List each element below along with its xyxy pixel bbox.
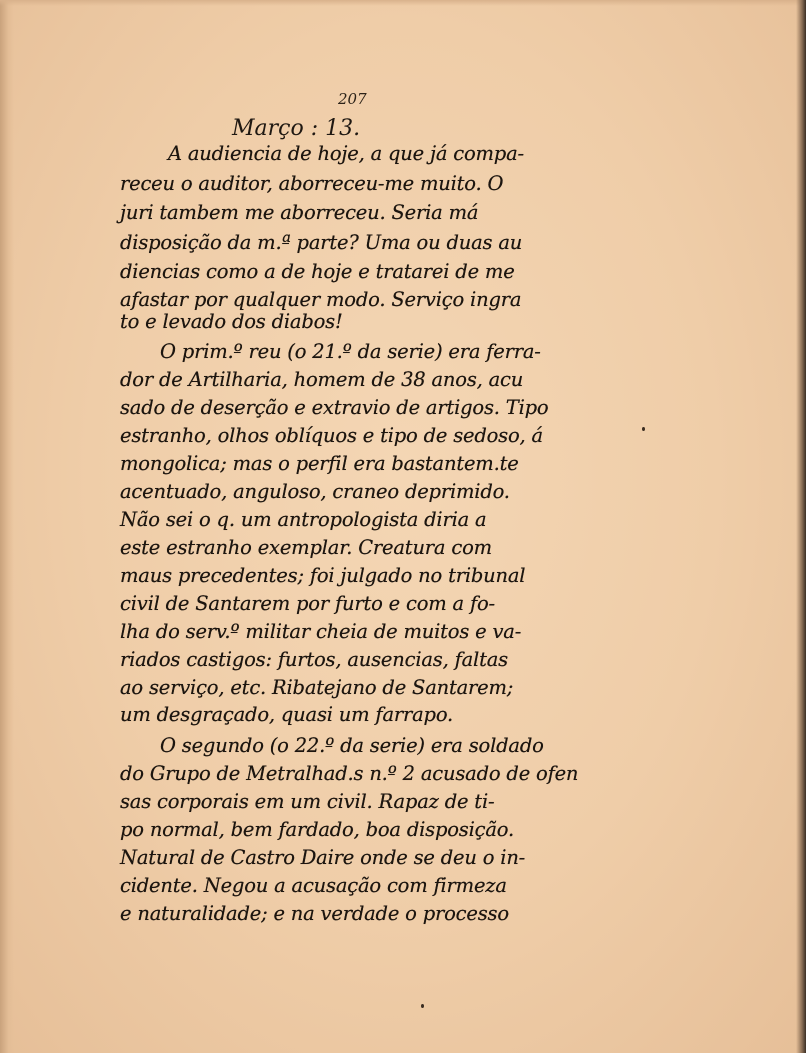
text-line: estranho, olhos oblíquos e tipo de sedoso, á	[120, 424, 543, 447]
text-line: sado de deserção e extravio de artigos. Tipo	[120, 396, 549, 419]
text-line: este estranho exemplar. Creatura com	[120, 536, 492, 559]
page-left-edge	[0, 0, 14, 1053]
text-line: to e levado dos diabos!	[120, 310, 343, 333]
text-line: e naturalidade; e na verdade o processo	[120, 902, 509, 925]
text-line: afastar por qualquer modo. Serviço ingra	[120, 288, 522, 311]
text-line: po normal, bem fardado, boa disposição.	[120, 818, 514, 841]
text-line: dor de Artilharia, homem de 38 anos, acu	[120, 368, 524, 391]
text-line: ao serviço, etc. Ribatejano de Santarem;	[120, 676, 514, 699]
text-line: juri tambem me aborreceu. Seria má	[120, 201, 479, 224]
ink-speck	[421, 1004, 424, 1008]
text-line: sas corporais em um civil. Rapaz de ti-	[120, 790, 495, 813]
text-line: cidente. Negou a acusação com firmeza	[120, 874, 507, 897]
text-line: maus precedentes; foi julgado no tribunal	[120, 564, 526, 587]
entry-date: Março : 13.	[232, 116, 361, 141]
page-number: 207	[338, 90, 367, 108]
text-line: lha do serv.º militar cheia de muitos e va-	[120, 620, 522, 643]
page-top-edge	[0, 0, 806, 6]
text-line: receu o auditor, aborreceu-me muito. O	[120, 172, 504, 195]
text-line: Natural de Castro Daire onde se deu o in-	[120, 846, 526, 869]
text-line: do Grupo de Metralhad.s n.º 2 acusado de ofen	[120, 762, 579, 785]
text-line: disposição da m.ª parte? Uma ou duas au	[120, 231, 523, 254]
text-line: acentuado, anguloso, craneo deprimido.	[120, 480, 510, 503]
text-line: Não sei o q. um antropologista diria a	[120, 508, 487, 531]
ink-speck	[642, 427, 645, 431]
text-line: mongolica; mas o perfil era bastantem.te	[120, 452, 519, 475]
text-line: O segundo (o 22.º da serie) era soldado	[160, 734, 544, 757]
text-line: riados castigos: furtos, ausencias, faltas	[120, 648, 508, 671]
page-right-edge	[796, 0, 806, 1053]
text-line: um desgraçado, quasi um farrapo.	[120, 703, 454, 726]
text-line: A audiencia de hoje, a que já compa-	[168, 142, 524, 165]
text-line: diencias como a de hoje e tratarei de me	[120, 260, 515, 283]
text-line: civil de Santarem por furto e com a fo-	[120, 592, 495, 615]
text-line: O prim.º reu (o 21.º da serie) era ferra-	[160, 340, 541, 363]
